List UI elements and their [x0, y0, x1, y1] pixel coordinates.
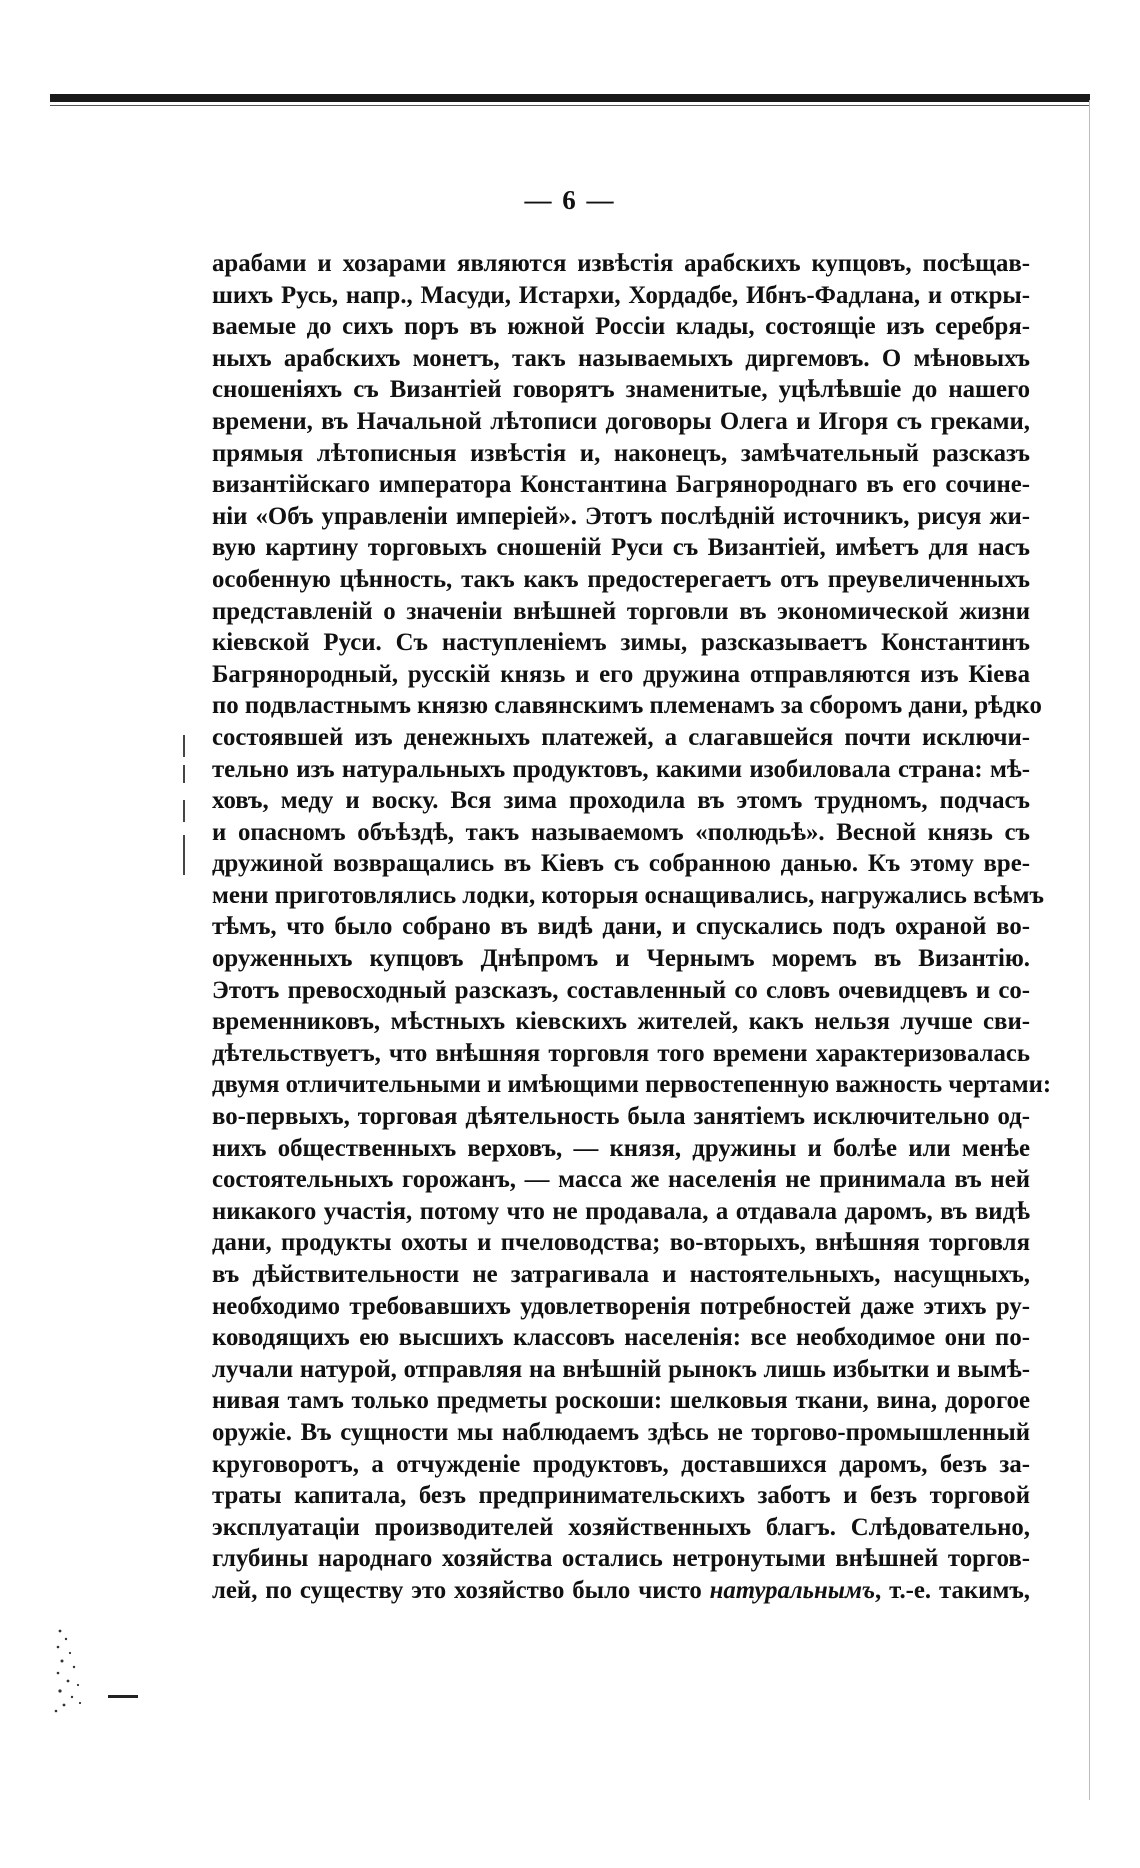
- italic-term: натуральнымъ: [709, 1576, 876, 1604]
- text-line: особенную цѣнность, такъ какъ предостерегаетъ отъ преувеличенныхъ: [212, 565, 1030, 593]
- text-line: въ дѣйствительности не затрагивала и настоятельныхъ, насущныхъ,: [212, 1261, 1030, 1288]
- text-line: траты капитала, безъ предпринимательскихъ заботъ и безъ торговой: [212, 1482, 1030, 1510]
- margin-mark: [183, 735, 185, 757]
- text-line: дани, продукты охоты и пчеловодства; во-вторыхъ, внѣшняя торговля: [212, 1229, 1030, 1257]
- text-line: прямыя лѣтописныя извѣстія и, наконецъ, замѣчательный разсказъ: [212, 439, 1030, 467]
- margin-mark: [183, 800, 185, 822]
- body-text: [212, 248, 1052, 1607]
- text-line: византійскаго императора Константина Багрянороднаго въ его сочине-: [212, 471, 1030, 499]
- text-line: нихъ общественныхъ верховъ, — князя, дружины и болѣе или менѣе: [212, 1134, 1030, 1162]
- text-line: никакого участія, потому что не продавала, а отдавала даромъ, въ видѣ: [212, 1197, 1030, 1225]
- text-line: ныхъ арабскихъ монетъ, такъ называемыхъ диргемовъ. О мѣновыхъ: [212, 344, 1030, 372]
- text-line: оруженныхъ купцовъ Днѣпромъ и Чернымъ моремъ въ Византію.: [212, 945, 1030, 973]
- text-line: сношеніяхъ съ Византіей говорятъ знаменитые, уцѣлѣвшіе до нашего: [212, 376, 1030, 404]
- text-line: глубины народнаго хозяйства остались нетронутыми внѣшней торгов-: [212, 1545, 1030, 1573]
- text-line: временниковъ, мѣстныхъ кіевскихъ жителей, какъ нельзя лучше сви-: [212, 1008, 1030, 1036]
- text-line: дружиной возвращались въ Кіевъ съ собранною данью. Къ этому вре-: [212, 850, 1030, 878]
- text-line: эксплуатаціи производителей хозяйственныхъ благъ. Слѣдовательно,: [212, 1513, 1030, 1541]
- text-line: Багрянородный, русскій князь и его дружина отправляются изъ Кіева: [212, 660, 1030, 688]
- margin-scribble-decoration: [52, 1625, 124, 1715]
- text-line: по подвластнымъ князю славянскимъ племенамъ за сборомъ дани, рѣдко: [212, 692, 1042, 720]
- last-line-tail: , т.-е. такимъ,: [875, 1576, 1030, 1604]
- text-line: ховъ, меду и воску. Вся зима проходила въ этомъ трудномъ, подчасъ: [212, 787, 1030, 815]
- last-line-start: лей, по существу это хозяйство было чисто: [212, 1576, 702, 1604]
- text-line: лучали натурой, отправляя на внѣшній рынокъ лишь избытки и вымѣ-: [212, 1355, 1030, 1383]
- text-line: шихъ Русь, напр., Масуди, Истархи, Хордадбе, Ибнъ-Фадлана, и откры-: [212, 281, 1030, 309]
- text-line: ководящихъ ею высшихъ классовъ населенія: все необходимое они по-: [212, 1324, 1030, 1352]
- text-line: дѣтельствуетъ, что внѣшняя торговля того времени характеризовалась: [212, 1039, 1030, 1067]
- margin-mark: [183, 835, 185, 875]
- text-line: нивая тамъ только предметы роскоши: шелковыя ткани, вина, дорогое: [212, 1387, 1030, 1415]
- text-line: кіевской Руси. Съ наступленіемъ зимы, разсказываетъ Константинъ: [212, 629, 1030, 657]
- margin-dash: [108, 1695, 138, 1698]
- text-line: ваемые до сихъ поръ въ южной Россіи клады, состоящіе изъ серебря-: [212, 313, 1030, 341]
- top-rule-thin: [50, 105, 1090, 106]
- page-right-edge: [1089, 100, 1090, 1800]
- text-line: представленій о значеніи внѣшней торговли въ экономической жизни: [212, 597, 1030, 625]
- text-line: тѣмъ, что было собрано въ видѣ дани, и спускались подъ охраной во-: [212, 913, 1030, 941]
- text-line-last: [212, 1575, 1030, 1607]
- text-line: состоятельныхъ горожанъ, — масса же населенія не принимала въ ней: [212, 1166, 1030, 1194]
- text-line: тельно изъ натуральныхъ продуктовъ, какими изобиловала страна: мѣ-: [212, 755, 1030, 783]
- text-line: состоявшей изъ денежныхъ платежей, а слагавшейся почти исключи-: [212, 723, 1030, 751]
- text-line: Этотъ превосходный разсказъ, составленный со словъ очевидцевъ и со-: [212, 976, 1030, 1004]
- text-line: вую картину торговыхъ сношеній Руси съ Византіей, имѣетъ для насъ: [212, 534, 1030, 562]
- margin-mark: [183, 765, 185, 783]
- page-number: — 6 —: [524, 185, 616, 215]
- text-line: двумя отличительными и имѣющими первостепенную важность чертами:: [212, 1071, 1052, 1099]
- text-line: необходимо требовавшихъ удовлетворенія потребностей даже этихъ ру-: [212, 1292, 1030, 1320]
- text-line: ніи «Объ управленіи имперіей». Этотъ послѣдній источникъ, рисуя жи-: [212, 502, 1030, 530]
- text-line: времени, въ Начальной лѣтописи договоры Олега и Игоря съ греками,: [212, 407, 1030, 435]
- text-line: мени приготовлялись лодки, которыя оснащивались, нагружались всѣмъ: [212, 881, 1045, 909]
- text-line: круговоротъ, а отчужденіе продуктовъ, доставшихся даромъ, безъ за-: [212, 1450, 1030, 1478]
- text-line: во-первыхъ, торговая дѣятельность была занятіемъ исключительно од-: [212, 1103, 1030, 1131]
- text-line: арабами и хозарами являются извѣстія арабскихъ купцовъ, посѣщав-: [212, 250, 1030, 277]
- text-line: оружіе. Въ сущности мы наблюдаемъ здѣсь не торгово-промышленный: [212, 1418, 1030, 1446]
- top-rule: [50, 94, 1090, 102]
- text-line: и опасномъ объѣздѣ, такъ называемомъ «полюдьѣ». Весной князь съ: [212, 818, 1030, 846]
